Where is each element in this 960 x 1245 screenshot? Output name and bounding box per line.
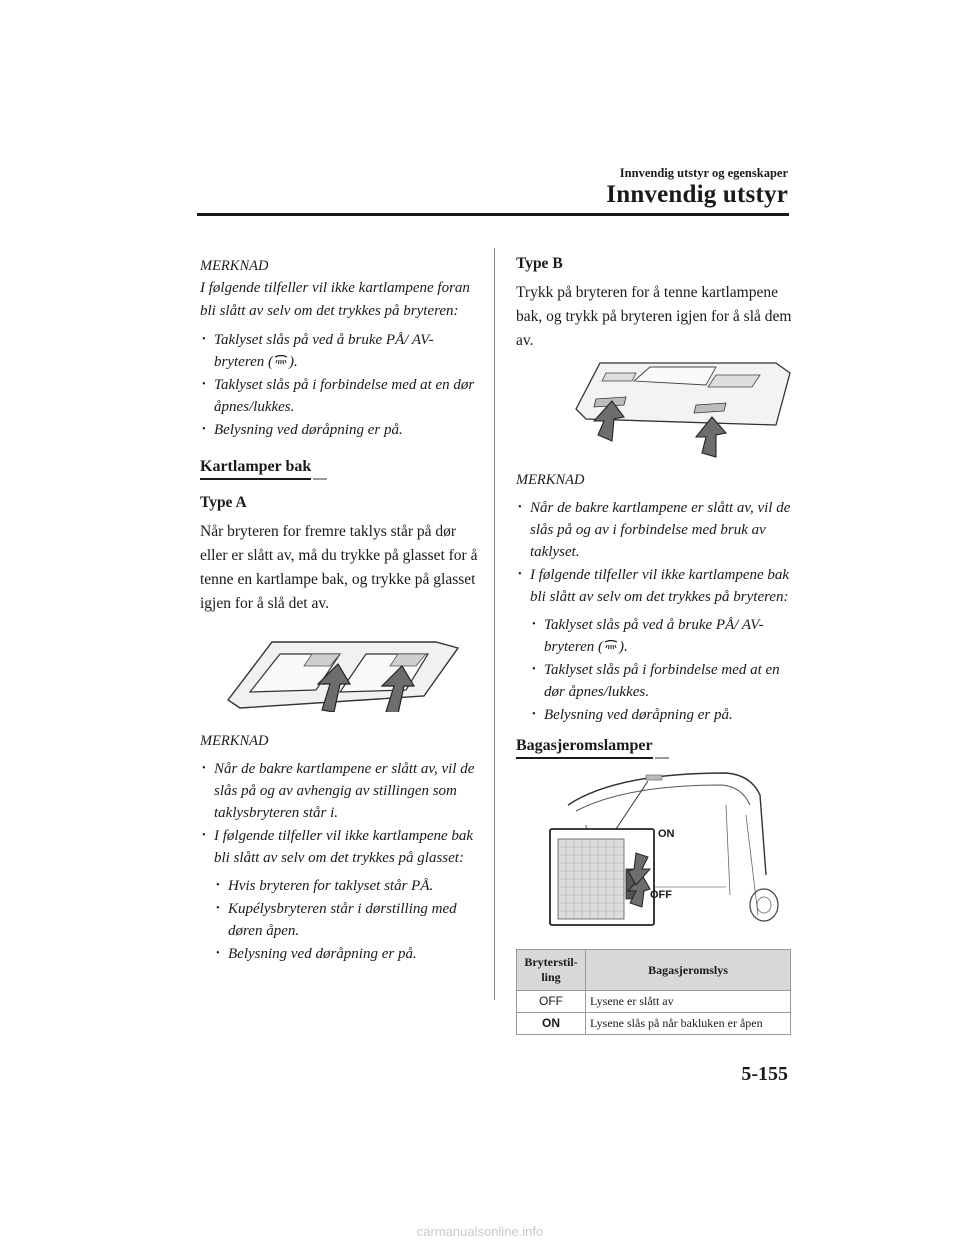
switch-position-cell: OFF — [517, 991, 586, 1013]
dome-light-icon — [603, 640, 619, 652]
page-number: 5-155 — [741, 1063, 788, 1085]
dome-light-icon — [273, 355, 289, 367]
note-sublist — [530, 614, 796, 726]
section-heading: Kartlamper bak — [200, 458, 311, 480]
table-row — [517, 1013, 791, 1035]
list-item: • Belysning ved døråpning er på. — [214, 943, 482, 965]
footer-watermark: carmanualsonline.info — [416, 1224, 544, 1239]
switch-position-table — [516, 949, 791, 1035]
body-text: Når bryteren for fremre taklys står på dør eller er slått av, må du trykke på glasset for å tenne en kartlampe bak, og trykke på glasset igjen for å slå det av. — [200, 523, 478, 612]
type-heading: Type A — [200, 494, 247, 511]
right-column — [516, 255, 796, 1035]
list-item: • Taklyset slås på i forbindelse med at en dør åpnes/lukkes. — [200, 374, 482, 418]
note-list — [516, 497, 796, 608]
note-sublist — [214, 875, 482, 965]
list-item: • Taklyset slås på ved å bruke PÅ/ AV-bryteren ( ). — [530, 614, 796, 658]
column-header: Bryterstil-ling — [517, 950, 586, 991]
column-divider — [494, 248, 495, 1000]
note-list — [200, 758, 482, 869]
trunk-light-illustration — [546, 765, 786, 935]
note-list — [200, 329, 482, 441]
list-item: • Når de bakre kartlampene er slått av, vil de slås på og av i forbindelse med bruk av taklyset. — [516, 497, 796, 563]
description-cell: Lysene slås på når bakluken er åpen — [586, 1013, 791, 1035]
list-item: • Kupélysbryteren står i dørstilling med døren åpen. — [214, 898, 482, 942]
list-item: • Belysning ved døråpning er på. — [200, 419, 482, 441]
page-title: Innvendig utstyr — [606, 181, 788, 208]
header-rule — [197, 213, 789, 216]
list-item: • Hvis bryteren for taklyset står PÅ. — [214, 875, 482, 897]
column-header: Bagasjeromslys — [586, 950, 791, 991]
table-header-row — [517, 950, 791, 991]
left-column — [200, 255, 482, 966]
section-heading: Bagasjeromslamper — [516, 737, 653, 759]
rear-map-lamp-type-b-illustration — [546, 359, 796, 459]
list-item: • I følgende tilfeller vil ikke kartlampene bak bli slått av selv om det trykkes på glasset: — [200, 825, 482, 869]
body-text: Trykk på bryteren for å tenne kartlampene bak, og trykk på bryteren igjen for å slå dem av. — [516, 284, 792, 349]
list-item: • I følgende tilfeller vil ikke kartlampene bak bli slått av selv om det trykkes på bryteren: — [516, 564, 796, 608]
list-item: • Belysning ved døråpning er på. — [530, 704, 796, 726]
figure-label-off: OFF — [650, 889, 672, 901]
list-item: • Taklyset slås på ved å bruke PÅ/ AV-bryteren ( ). — [200, 329, 482, 373]
list-item: • Når de bakre kartlampene er slått av, vil de slås på og av avhengig av stillingen som taklysbryteren står i. — [200, 758, 482, 824]
list-item: • Taklyset slås på i forbindelse med at en dør åpnes/lukkes. — [530, 659, 796, 703]
figure-label-on: ON — [658, 828, 675, 840]
switch-position-cell: ON — [517, 1013, 586, 1035]
note-text: I følgende tilfeller vil ikke kartlampene foran bli slått av selv om det trykkes på bryteren: — [200, 280, 470, 319]
type-heading: Type B — [516, 255, 563, 272]
description-cell: Lysene er slått av — [586, 991, 791, 1013]
chapter-label: Innvendig utstyr og egenskaper — [619, 166, 788, 180]
note-label: MERKNAD — [200, 258, 269, 274]
table-row — [517, 991, 791, 1013]
note-label: MERKNAD — [516, 472, 585, 488]
note-label: MERKNAD — [200, 733, 269, 749]
rear-map-lamp-type-a-illustration — [200, 632, 482, 712]
